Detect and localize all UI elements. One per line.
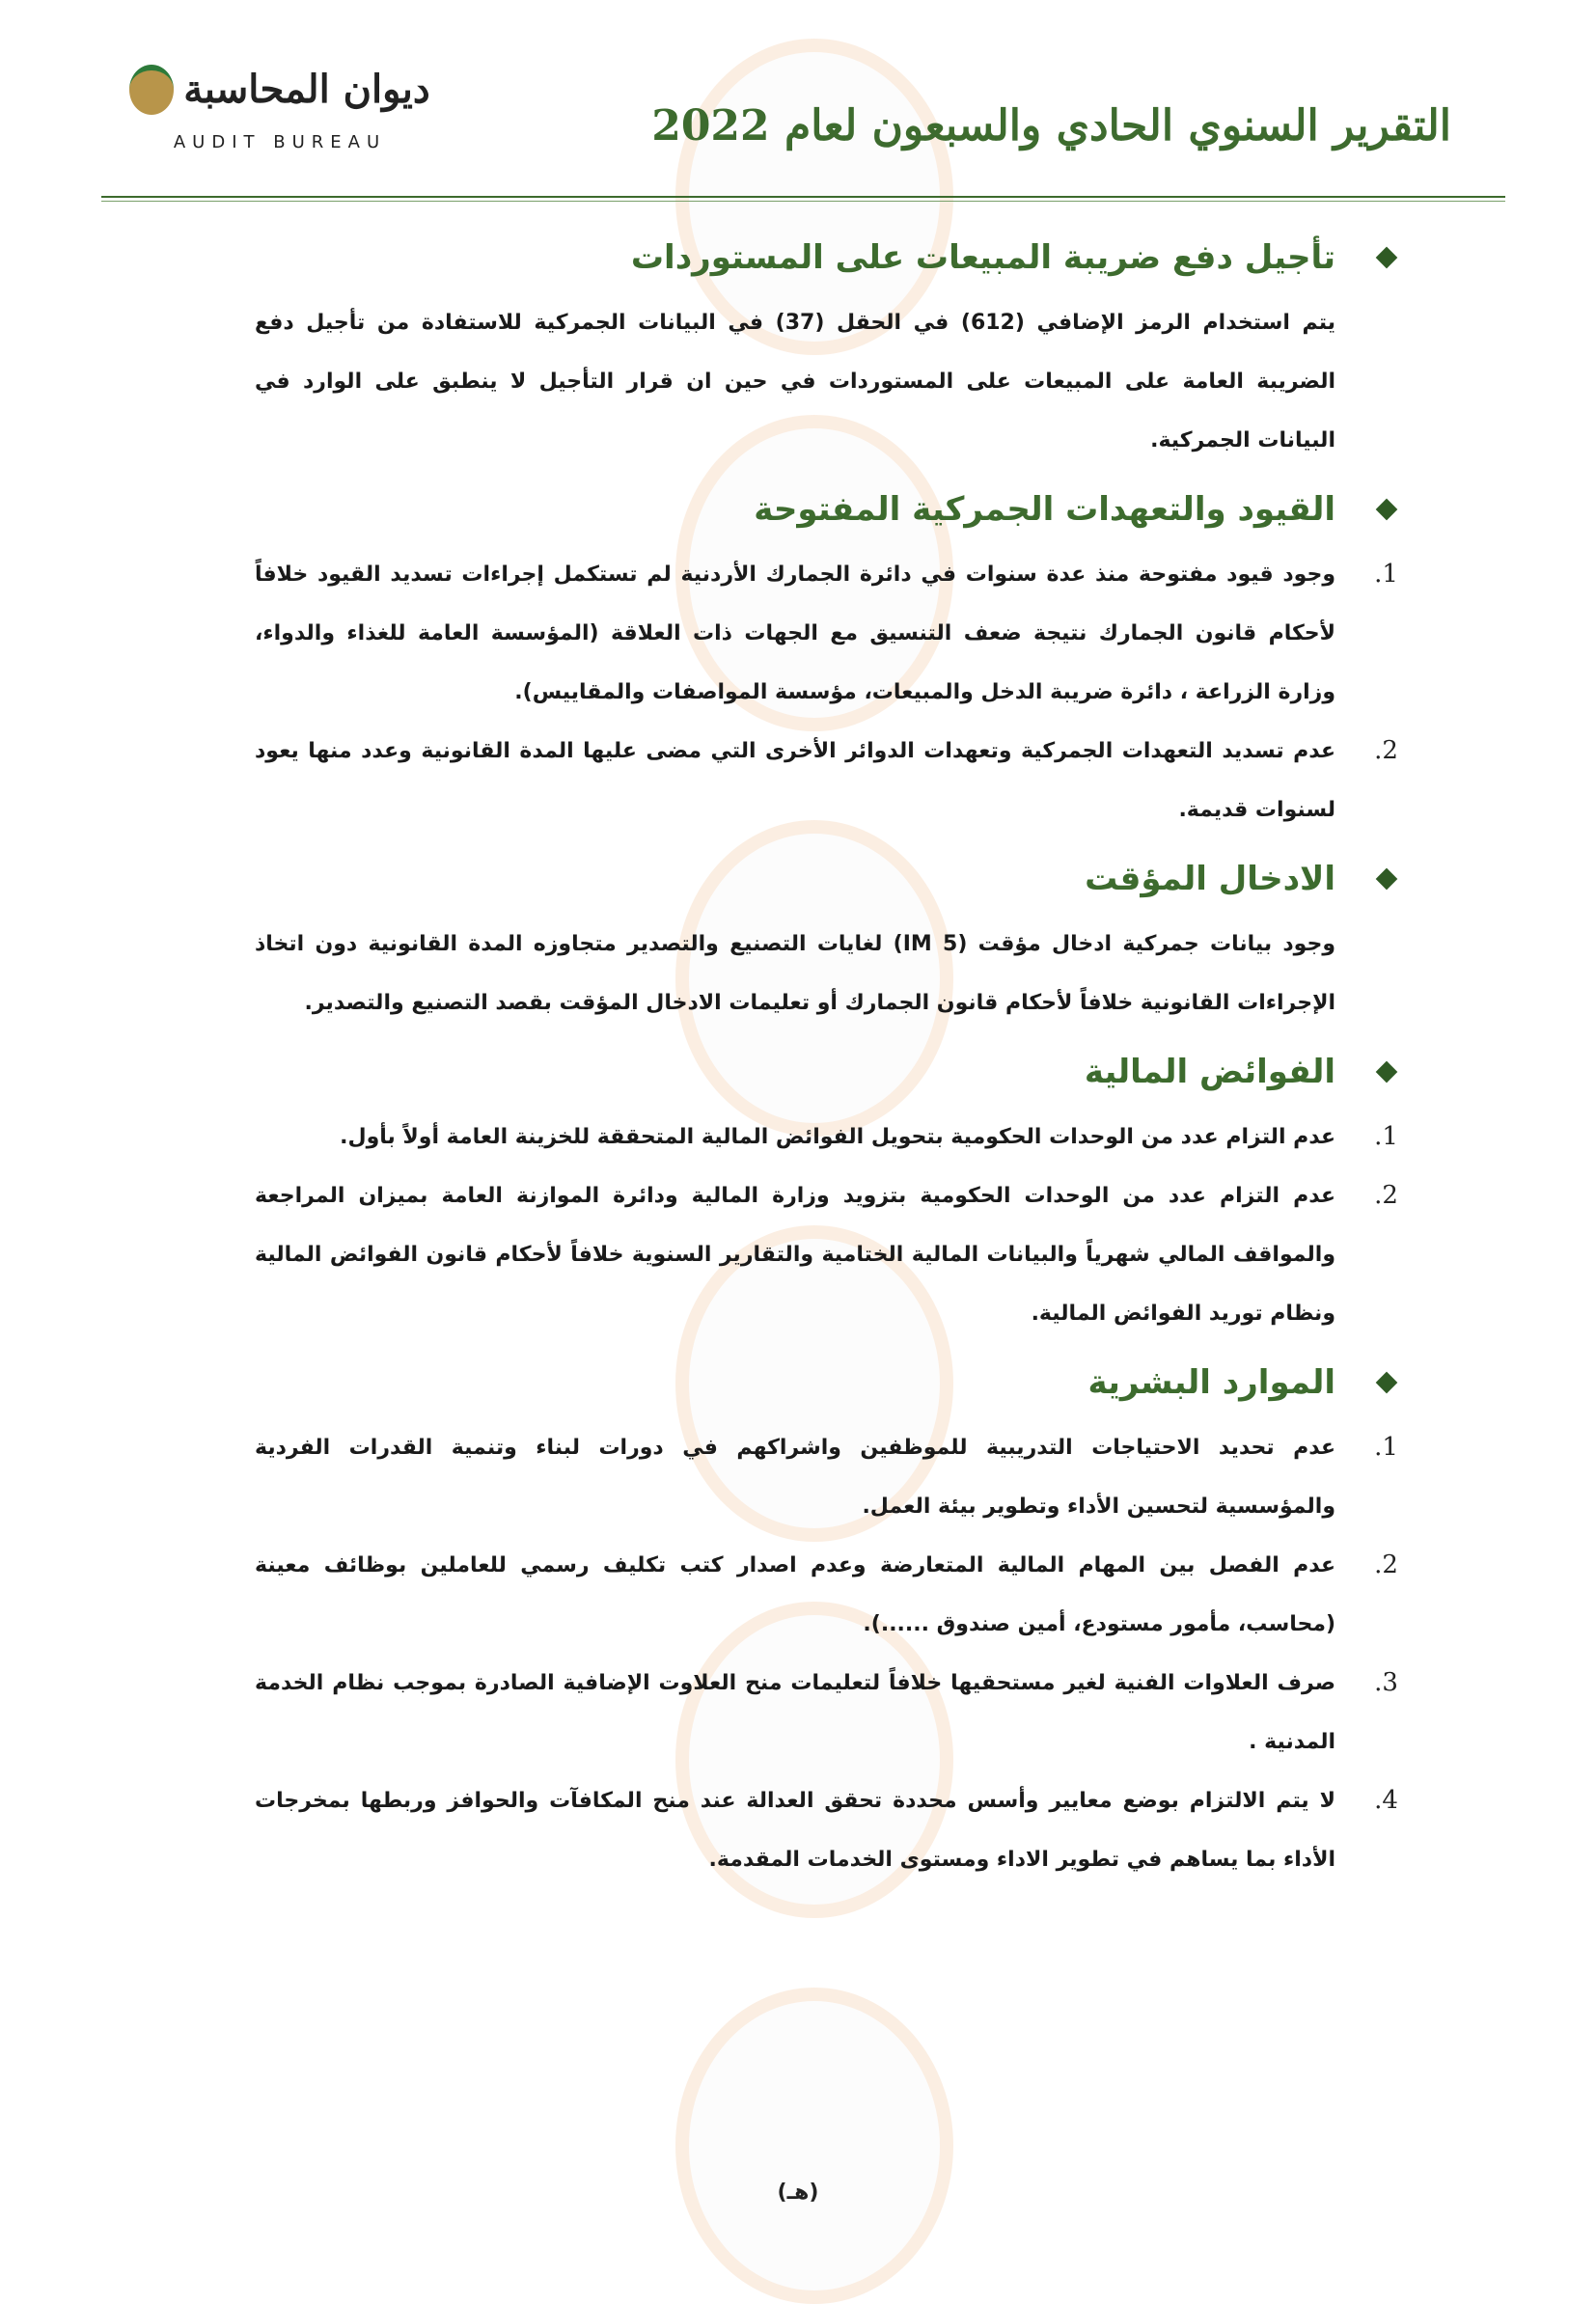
section-heading-row [255, 480, 1437, 539]
list-item-text: عدم تحديد الاحتياجات التدريبية للموظفين واشراكهم في دورات لبناء وتنمية القدرات الفردية والمؤسسية لتحسين الأداء وتطوير بيئة العمل. [255, 1436, 1335, 1519]
list-item-text: صرف العلاوات الفنية لغير مستحقيها خلافاً لتعليمات منح العلاوت الإضافية الصادرة بموجب نظام الخدمة المدنية . [255, 1671, 1335, 1754]
item-number: 1. [1374, 1122, 1398, 1151]
section-heading: الفوائض المالية [1084, 1053, 1335, 1091]
report-title: التقرير السنوي الحادي والسبعون لعام 2022 [651, 101, 1451, 151]
audit-bureau-logo [106, 56, 454, 154]
page-number: (هـ) [777, 2181, 819, 2205]
list-item-text: وجود قيود مفتوحة منذ عدة سنوات في دائرة الجمارك الأردنية لم تستكمل إجراءات تسديد القيود خلافاً لأحكام قانون الجمارك نتيجة ضعف التنسيق مع الجهات ذات العلاقة (المؤسسة العامة للغذاء والدواء، وزارة الزراعة ، دائرة ضريبة الدخل والمبيعات، مؤسسة المواصفات والمقاييس). [255, 562, 1335, 704]
list-item-text: عدم التزام عدد من الوحدات الحكومية بتزويد وزارة المالية ودائرة الموازنة العامة بميزان المراجعة والمواقف المالي شهرياً والبيانات المالية الختامية والتقارير السنوية خلافاً لأحكام قانون الفوائض المالية ونظام توريد الفوائض المالية. [255, 1184, 1335, 1326]
bullet-diamond-icon [1375, 1061, 1397, 1083]
list-item [255, 1771, 1437, 1889]
section-open-customs-entries [255, 480, 1437, 839]
section-heading-row [255, 1353, 1437, 1413]
item-number: 2. [1374, 1181, 1398, 1210]
list-item-text: لا يتم الالتزام بوضع معايير وأسس محددة تحقق العدالة عند منح المكافآت والحوافز وربطها بمخرجات الأداء بما يساهم في تطوير الاداء ومستوى الخدمات المقدمة. [255, 1789, 1335, 1872]
section-heading: تأجيل دفع ضريبة المبيعات على المستوردات [630, 238, 1335, 277]
list-item [255, 545, 1437, 722]
item-number: 1. [1374, 1433, 1398, 1462]
section-heading: القيود والتعهدات الجمركية المفتوحة [754, 490, 1335, 529]
seal-icon [129, 65, 174, 115]
section-heading-row [255, 849, 1437, 909]
section-heading: الموارد البشرية [1087, 1363, 1335, 1402]
logo-arabic: ديوان المحاسبة [183, 67, 430, 112]
section-heading-row [255, 228, 1437, 288]
list-item [255, 1418, 1437, 1536]
header-divider [101, 196, 1505, 198]
list-item [255, 722, 1437, 839]
item-number: 4. [1374, 1786, 1398, 1815]
list-item [255, 1654, 1437, 1771]
list-item-text: عدم تسديد التعهدات الجمركية وتعهدات الدوائر الأخرى التي مضى عليها المدة القانونية وعدد منها يعود لسنوات قديمة. [255, 739, 1335, 822]
list-item [255, 1108, 1437, 1166]
section-sales-tax-deferral [255, 228, 1437, 470]
section-paragraph: يتم استخدام الرمز الإضافي (612) في الحقل (37) في البيانات الجمركية للاستفادة من تأجيل دفع الضريبة العامة على المبيعات على المستوردات في حين ان قرار التأجيل لا ينطبق على الوارد في البيانات الجمركية. [255, 311, 1335, 453]
list-item [255, 1536, 1437, 1654]
bullet-diamond-icon [1375, 868, 1397, 891]
section-heading-row [255, 1042, 1437, 1102]
logo-mark [129, 56, 430, 123]
report-body [255, 228, 1437, 1899]
list-item-text: عدم التزام عدد من الوحدات الحكومية بتحويل الفوائض المالية المتحققة للخزينة العامة أولاً بأول. [340, 1125, 1335, 1149]
list-item [255, 1166, 1437, 1343]
item-number: 3. [1374, 1668, 1398, 1697]
section-heading: الادخال المؤقت [1085, 860, 1335, 898]
item-number: 1. [1374, 560, 1398, 589]
section-financial-surpluses [255, 1042, 1437, 1343]
section-temporary-admission [255, 849, 1437, 1032]
bullet-diamond-icon [1375, 1372, 1397, 1394]
item-number: 2. [1374, 736, 1398, 765]
section-paragraph: وجود بيانات جمركية ادخال مؤقت (IM 5) لغايات التصنيع والتصدير متجاوزه المدة القانونية دون اتخاذ الإجراءات القانونية خلافاً لأحكام قانون الجمارك أو تعليمات الادخال المؤقت بقصد التصنيع والتصدير. [255, 932, 1335, 1015]
item-number: 2. [1374, 1550, 1398, 1579]
list-item-text: عدم الفصل بين المهام المالية المتعارضة وعدم اصدار كتب تكليف رسمي للعاملين بوظائف معينة (محاسب، مأمور مستودع، أمين صندوق ......). [255, 1553, 1335, 1636]
bullet-diamond-icon [1375, 247, 1397, 269]
logo-english: AUDIT BUREAU [173, 132, 387, 152]
header-divider [101, 201, 1505, 202]
section-human-resources [255, 1353, 1437, 1889]
bullet-diamond-icon [1375, 499, 1397, 521]
